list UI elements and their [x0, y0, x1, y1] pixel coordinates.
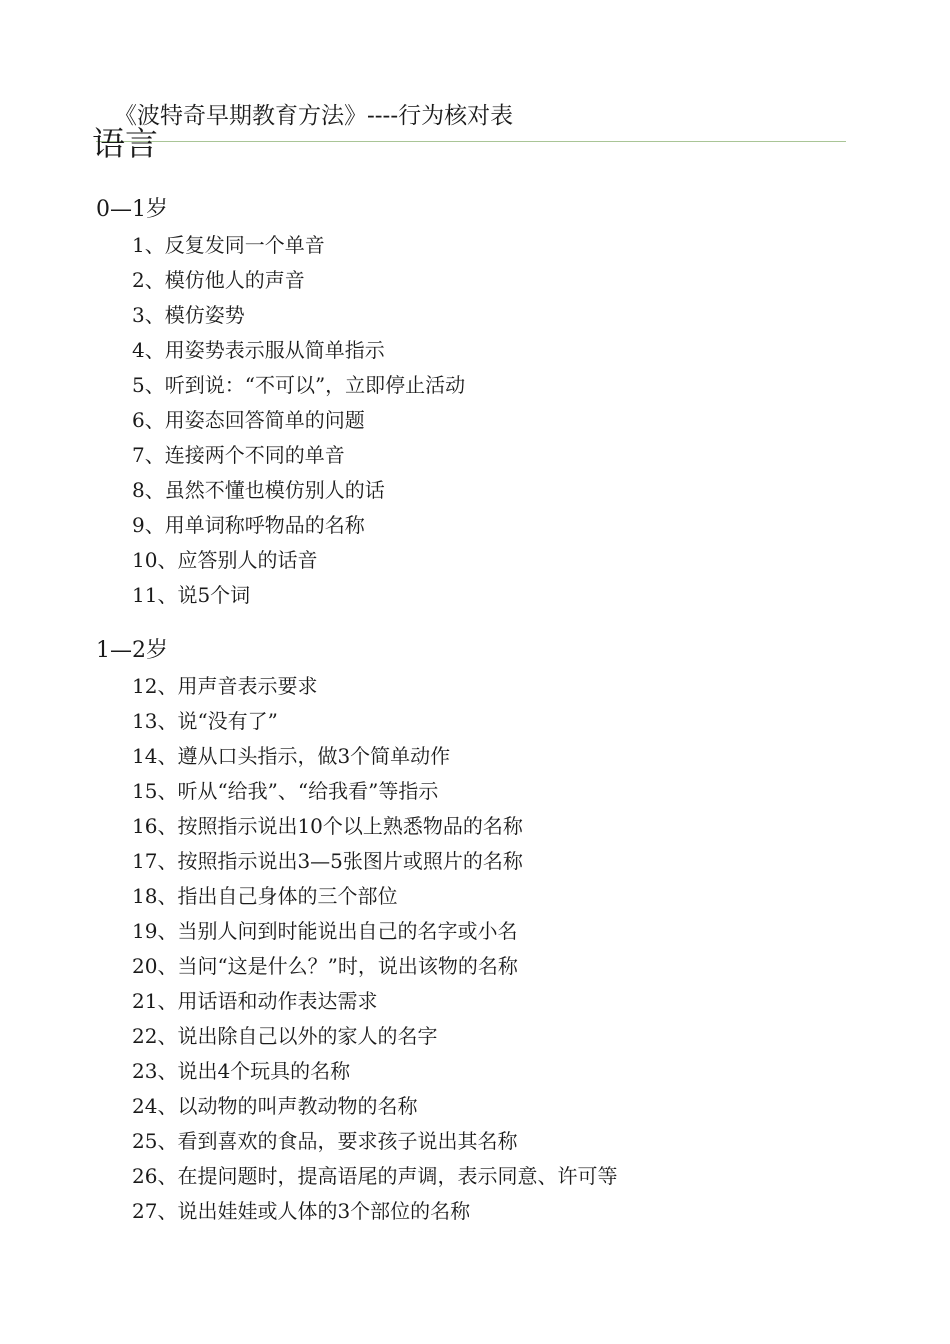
list-item: 2、模仿他人的声音 [132, 268, 305, 292]
document-header: 《波特奇早期教育方法》----行为核对表 [114, 103, 514, 129]
age-heading: 0—1岁 [96, 197, 168, 222]
list-item: 17、按照指示说出3—5张图片或照片的名称 [132, 849, 523, 873]
list-item: 1、反复发同一个单音 [132, 233, 325, 257]
age-heading: 1—2岁 [96, 638, 168, 663]
list-item: 9、用单词称呼物品的名称 [132, 513, 365, 537]
age-group-1-2 [0, 633, 950, 1229]
list-item: 24、以动物的叫声教动物的名称 [132, 1094, 418, 1118]
list-item: 23、说出4个玩具的名称 [132, 1059, 351, 1083]
list-item: 7、连接两个不同的单音 [132, 443, 345, 467]
list-item: 3、模仿姿势 [132, 303, 245, 327]
list-item: 25、看到喜欢的食品，要求孩子说出其名称 [132, 1129, 518, 1153]
list-item: 5、听到说：“不可以”，立即停止活动 [132, 373, 466, 397]
list-item: 19、当别人问到时能说出自己的名字或小名 [132, 919, 518, 943]
behavior-list [0, 669, 950, 1229]
list-item: 22、说出除自己以外的家人的名字 [132, 1024, 438, 1048]
list-item: 16、按照指示说出10个以上熟悉物品的名称 [132, 814, 523, 838]
list-item: 27、说出娃娃或人体的3个部位的名称 [132, 1199, 471, 1223]
header-divider [96, 141, 846, 142]
list-item: 20、当问“这是什么？”时，说出该物的名称 [132, 954, 518, 978]
list-item: 11、说5个词 [132, 583, 251, 607]
list-item: 18、指出自己身体的三个部位 [132, 884, 398, 908]
list-item: 8、虽然不懂也模仿别人的话 [132, 478, 385, 502]
list-item: 26、在提问题时，提高语尾的声调，表示同意、许可等 [132, 1164, 618, 1188]
list-item: 4、用姿势表示服从简单指示 [132, 338, 385, 362]
list-item: 10、应答别人的话音 [132, 548, 318, 572]
age-group-0-1 [0, 192, 950, 613]
list-item: 15、听从“给我”、“给我看”等指示 [132, 779, 439, 803]
list-item: 12、用声音表示要求 [132, 674, 318, 698]
behavior-list [0, 228, 950, 613]
list-item: 14、遵从口头指示，做3个简单动作 [132, 744, 451, 768]
list-item: 13、说“没有了” [132, 709, 278, 733]
list-item: 21、用话语和动作表达需求 [132, 989, 378, 1013]
section-title: 语言 [92, 124, 158, 163]
list-item: 6、用姿态回答简单的问题 [132, 408, 365, 432]
